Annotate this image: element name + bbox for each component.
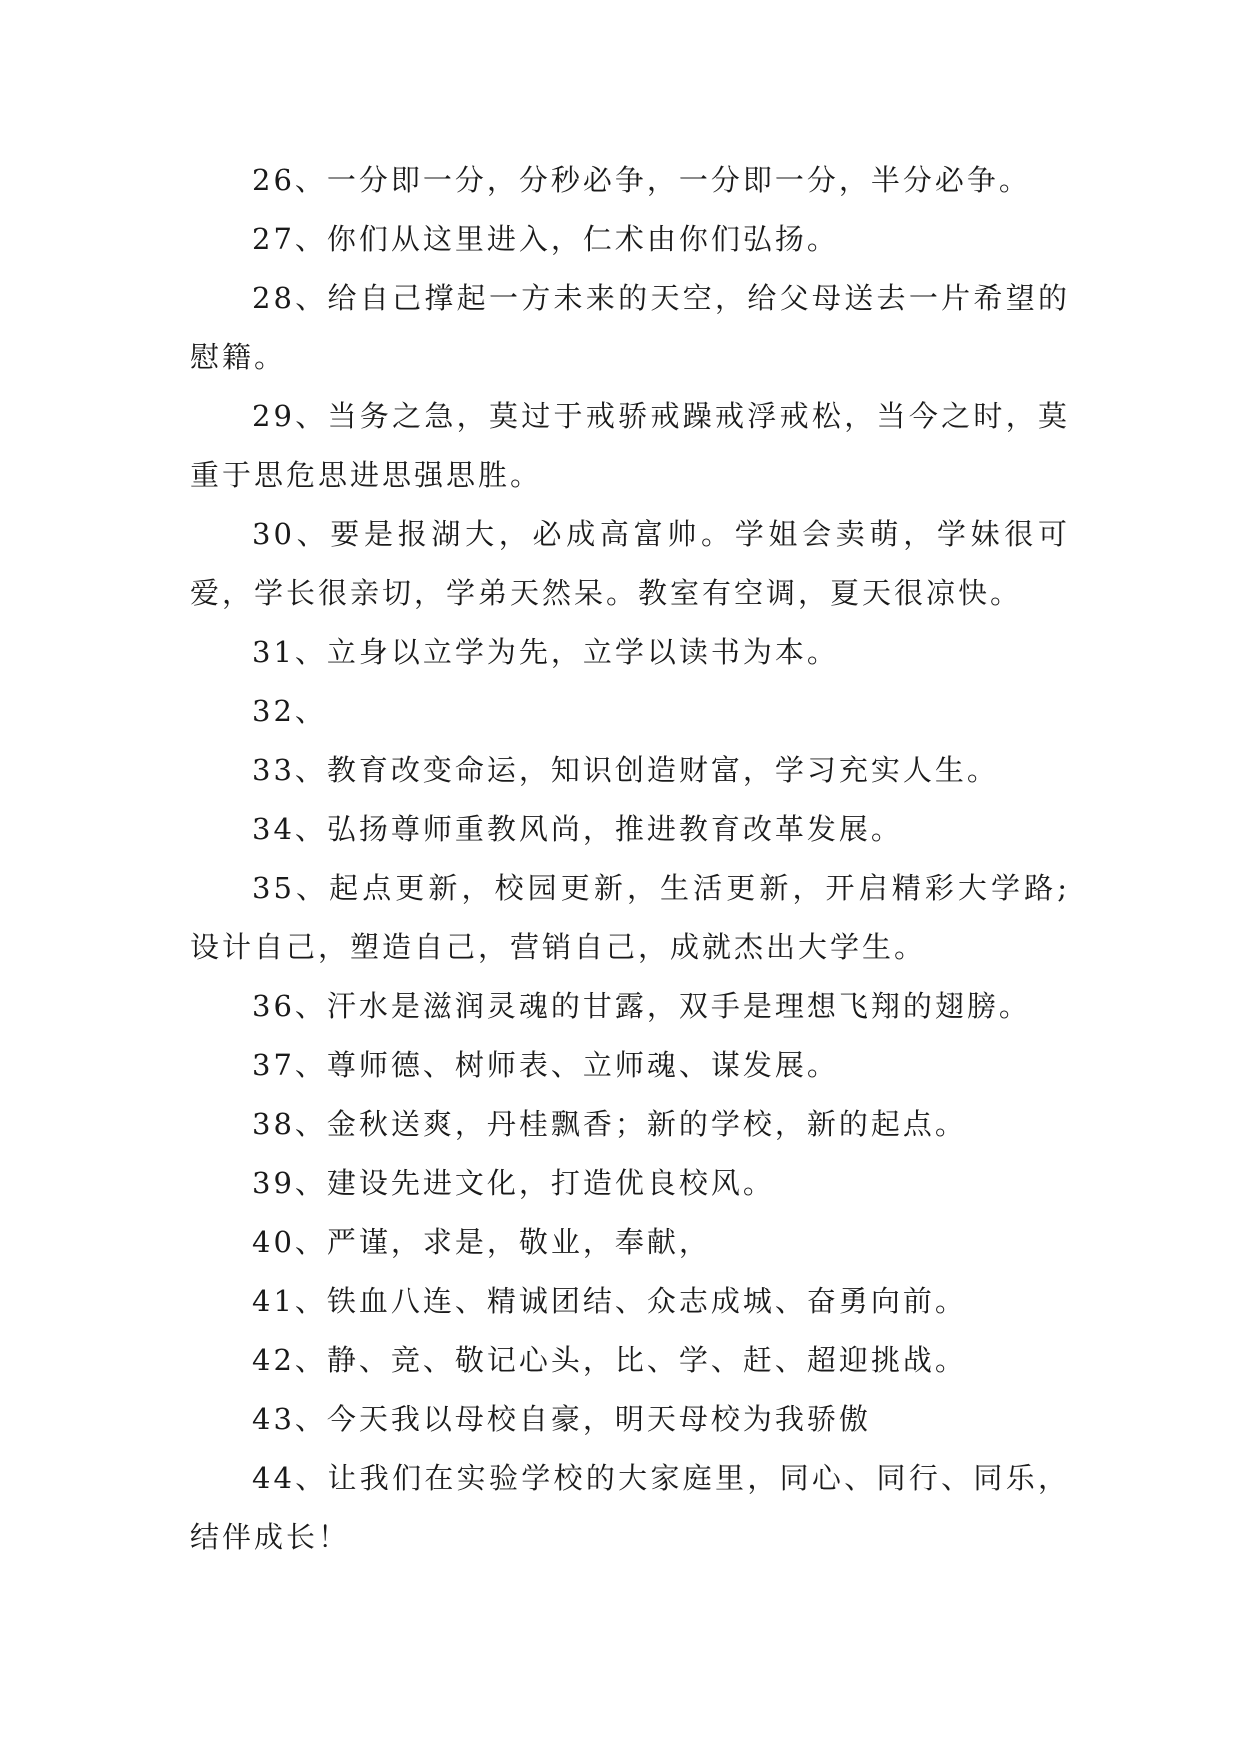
list-item: 30、要是报湖大，必成高富帅。学姐会卖萌，学妹很可爱，学长很亲切，学弟天然呆。教室有空调，夏天很凉快。 — [190, 517, 1070, 610]
list-item: 40、严谨，求是，敬业，奉献， — [252, 1225, 711, 1259]
list-item: 28、给自己撑起一方未来的天空，给父母送去一片希望的慰籍。 — [190, 281, 1070, 374]
list-item: 36、汗水是滋润灵魂的甘露，双手是理想飞翔的翅膀。 — [252, 989, 1031, 1023]
list-item: 37、尊师德、树师表、立师魂、谋发展。 — [252, 1048, 839, 1082]
list-item: 41、铁血八连、精诚团结、众志成城、奋勇向前。 — [252, 1284, 967, 1318]
list-item: 42、静、竞、敬记心头，比、学、赶、超迎挑战。 — [252, 1343, 967, 1377]
list-item: 26、一分即一分，分秒必争，一分即一分，半分必争。 — [252, 163, 1031, 197]
list-item: 33、教育改变命运，知识创造财富，学习充实人生。 — [252, 753, 999, 787]
list-item: 38、金秋送爽，丹桂飘香；新的学校，新的起点。 — [252, 1107, 967, 1141]
list-item: 27、你们从这里进入，仁术由你们弘扬。 — [252, 222, 839, 256]
list-item: 35、起点更新，校园更新，生活更新，开启精彩大学路;设计自己，塑造自己，营销自己，成就杰出大学生。 — [190, 871, 1070, 964]
list-item: 29、当务之急，莫过于戒骄戒躁戒浮戒松，当今之时，莫重于思危思进思强思胜。 — [190, 399, 1070, 492]
list-item: 39、建设先进文化，打造优良校风。 — [252, 1166, 775, 1200]
document-page — [190, 151, 1070, 1567]
list-item: 43、今天我以母校自豪，明天母校为我骄傲 — [252, 1402, 871, 1436]
list-item: 44、让我们在实验学校的大家庭里，同心、同行、同乐，结伴成长！ — [190, 1461, 1070, 1554]
list-item: 34、弘扬尊师重教风尚，推进教育改革发展。 — [252, 812, 903, 846]
list-item: 32、 — [252, 694, 327, 728]
list-item: 31、立身以立学为先，立学以读书为本。 — [252, 635, 839, 669]
